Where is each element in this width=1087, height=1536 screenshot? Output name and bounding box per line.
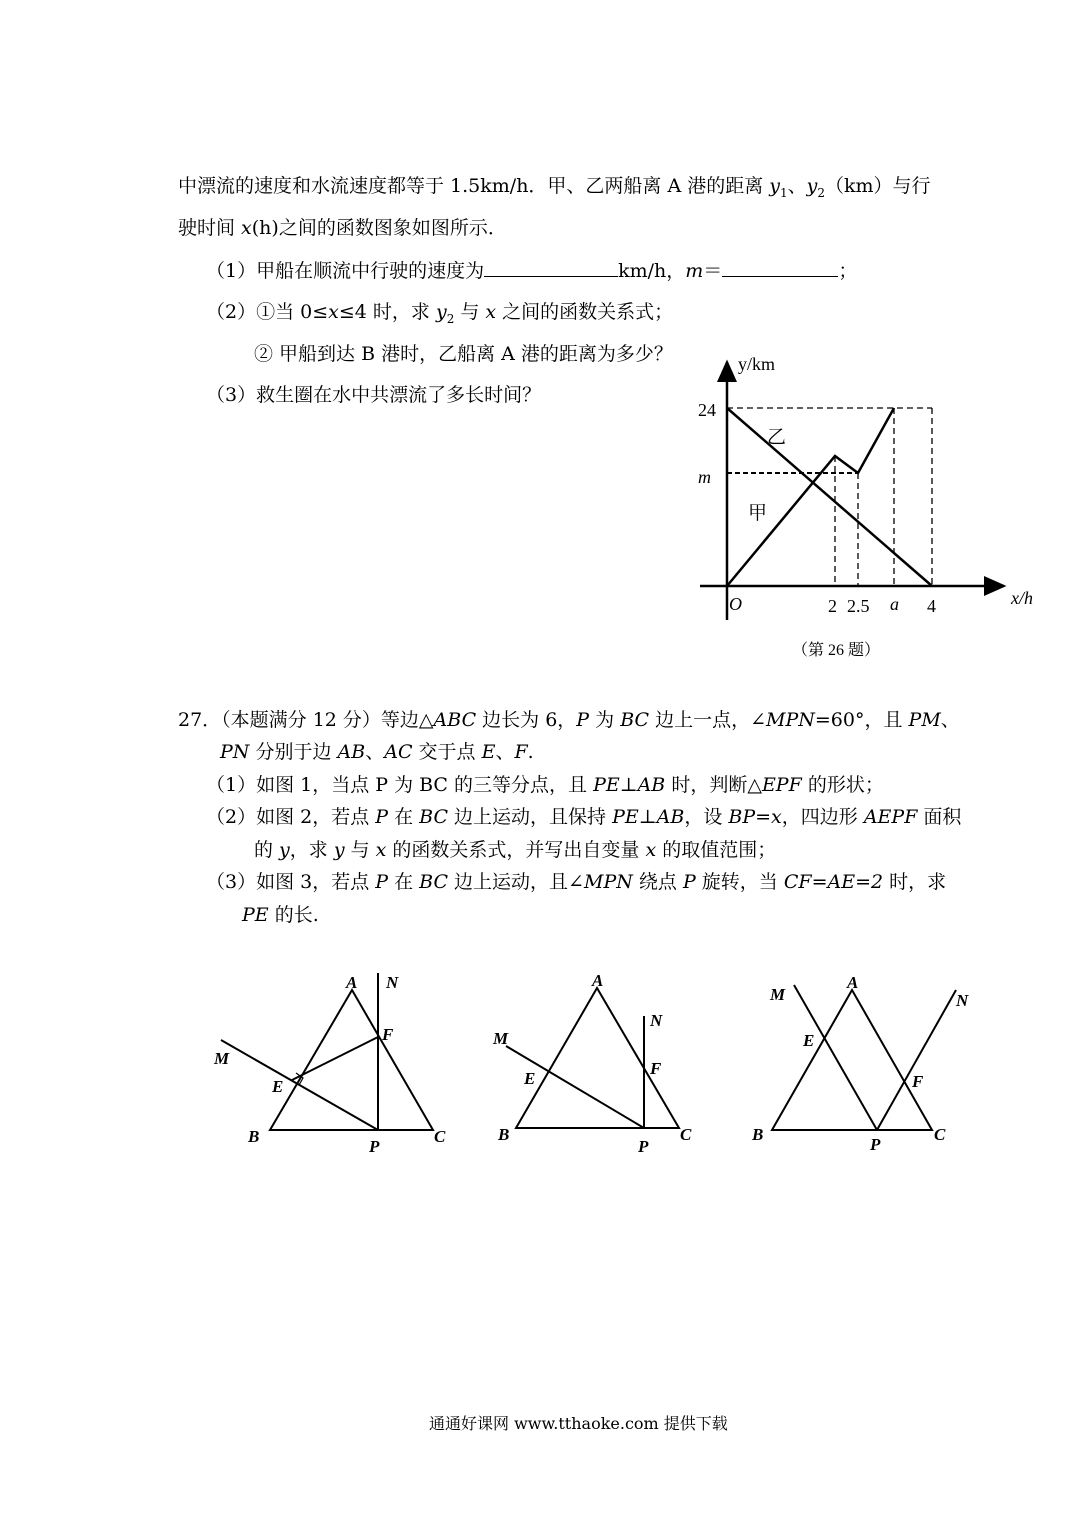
point-b-label: B [248,1127,260,1146]
q27-part-3b: PE 的长. [242,904,319,926]
triangle-abc [270,990,433,1130]
point-m-label: M [493,1029,509,1048]
geometry-figure-1 [213,973,446,1156]
point-e-label: E [272,1077,284,1096]
geometry-figure-3 [751,973,969,1154]
x-tick-2: 2 [828,596,837,616]
geometry-figure-2 [492,971,692,1156]
segment-ef [292,1037,378,1080]
y-tick-24: 24 [698,400,716,420]
point-p-label: P [369,1137,380,1156]
point-f-label: F [912,1072,924,1091]
ray-pm [794,985,877,1130]
q27-part-2b: 的 y，求 y 与 x 的函数关系式，并写出自变量 x 的取值范围； [254,839,777,861]
q27-line-2: PN 分别于边 AB、AC 交于点 E、F. [220,741,534,763]
line-jia [727,408,894,586]
x-tick-4: 4 [927,596,936,616]
distance-time-graph [698,354,1033,659]
x-tick-a: a [890,594,899,614]
point-a-label: A [847,973,859,992]
q26-part-2b: ② 甲船到达 B 港时，乙船离 A 港的距离为多少？ [254,343,673,365]
x-axis-label: x/h [1011,588,1033,608]
point-c-label: C [934,1125,946,1144]
point-c-label: C [434,1127,446,1146]
q27-line-1: 27．（本题满分 12 分）等边△ABC 边长为 6，P 为 BC 边上一点，∠MPN=60°，且 PM、 [178,709,960,731]
q26-line-2: 驶时间 x(h)之间的函数图象如图所示． [178,217,507,239]
point-n-label: N [650,1011,663,1030]
point-e-label: E [803,1031,815,1050]
x-tick-2-5: 2.5 [847,596,870,616]
label-yi: 乙 [767,427,787,448]
point-e-label: E [524,1069,536,1088]
figure-caption-26: （第 26 题） [792,642,881,659]
point-p-label: P [638,1137,649,1156]
point-m-label: M [214,1049,230,1068]
point-n-label: N [386,973,399,992]
triangle-abc [772,990,932,1130]
ray-pn [877,990,956,1130]
q26-part-3: （3）救生圈在水中共漂流了多长时间？ [206,384,542,406]
point-m-label: M [770,985,786,1004]
point-a-label: A [592,971,604,990]
point-b-label: B [752,1125,764,1144]
point-b-label: B [498,1125,510,1144]
q27-part-2a: （2）如图 2，若点 P 在 BC 边上运动，且保持 PE⊥AB，设 BP=x，四边形 AEPF 面积 [206,806,962,828]
point-f-label: F [382,1025,394,1044]
y-tick-m: m [698,467,711,487]
point-f-label: F [650,1059,662,1078]
triangle-abc [516,988,679,1128]
q26-part-2a: （2）①当 0≤x≤4 时，求 $y_2$ 与 x 之间的函数关系式； [206,301,674,326]
footer-credit: 通通好课网 www.tthaoke.com 提供下载 [429,1414,728,1433]
line-yi [727,408,932,586]
label-jia: 甲 [748,503,768,524]
point-c-label: C [680,1125,692,1144]
point-a-label: A [346,973,358,992]
y-axis-label: y/km [738,354,776,374]
q27-part-1: （1）如图 1，当点 P 为 BC 的三等分点，且 PE⊥AB 时，判断△EPF 的形状； [206,774,884,796]
q26-part-1: （1）甲船在顺流中行驶的速度为 km/h，m＝ ； [206,260,858,282]
origin-label: O [729,594,742,614]
q27-part-3a: （3）如图 3，若点 P 在 BC 边上运动，且∠MPN 绕点 P 旋转，当 CF=AE=2 时，求 [206,871,947,893]
point-p-label: P [870,1135,881,1154]
q26-line-1: 中漂流的速度和水流速度都等于 1.5km/h．甲、乙两船离 A 港的距离 $y_1$、$y_2(km)$与行 [178,175,931,200]
point-n-label: N [956,991,969,1010]
